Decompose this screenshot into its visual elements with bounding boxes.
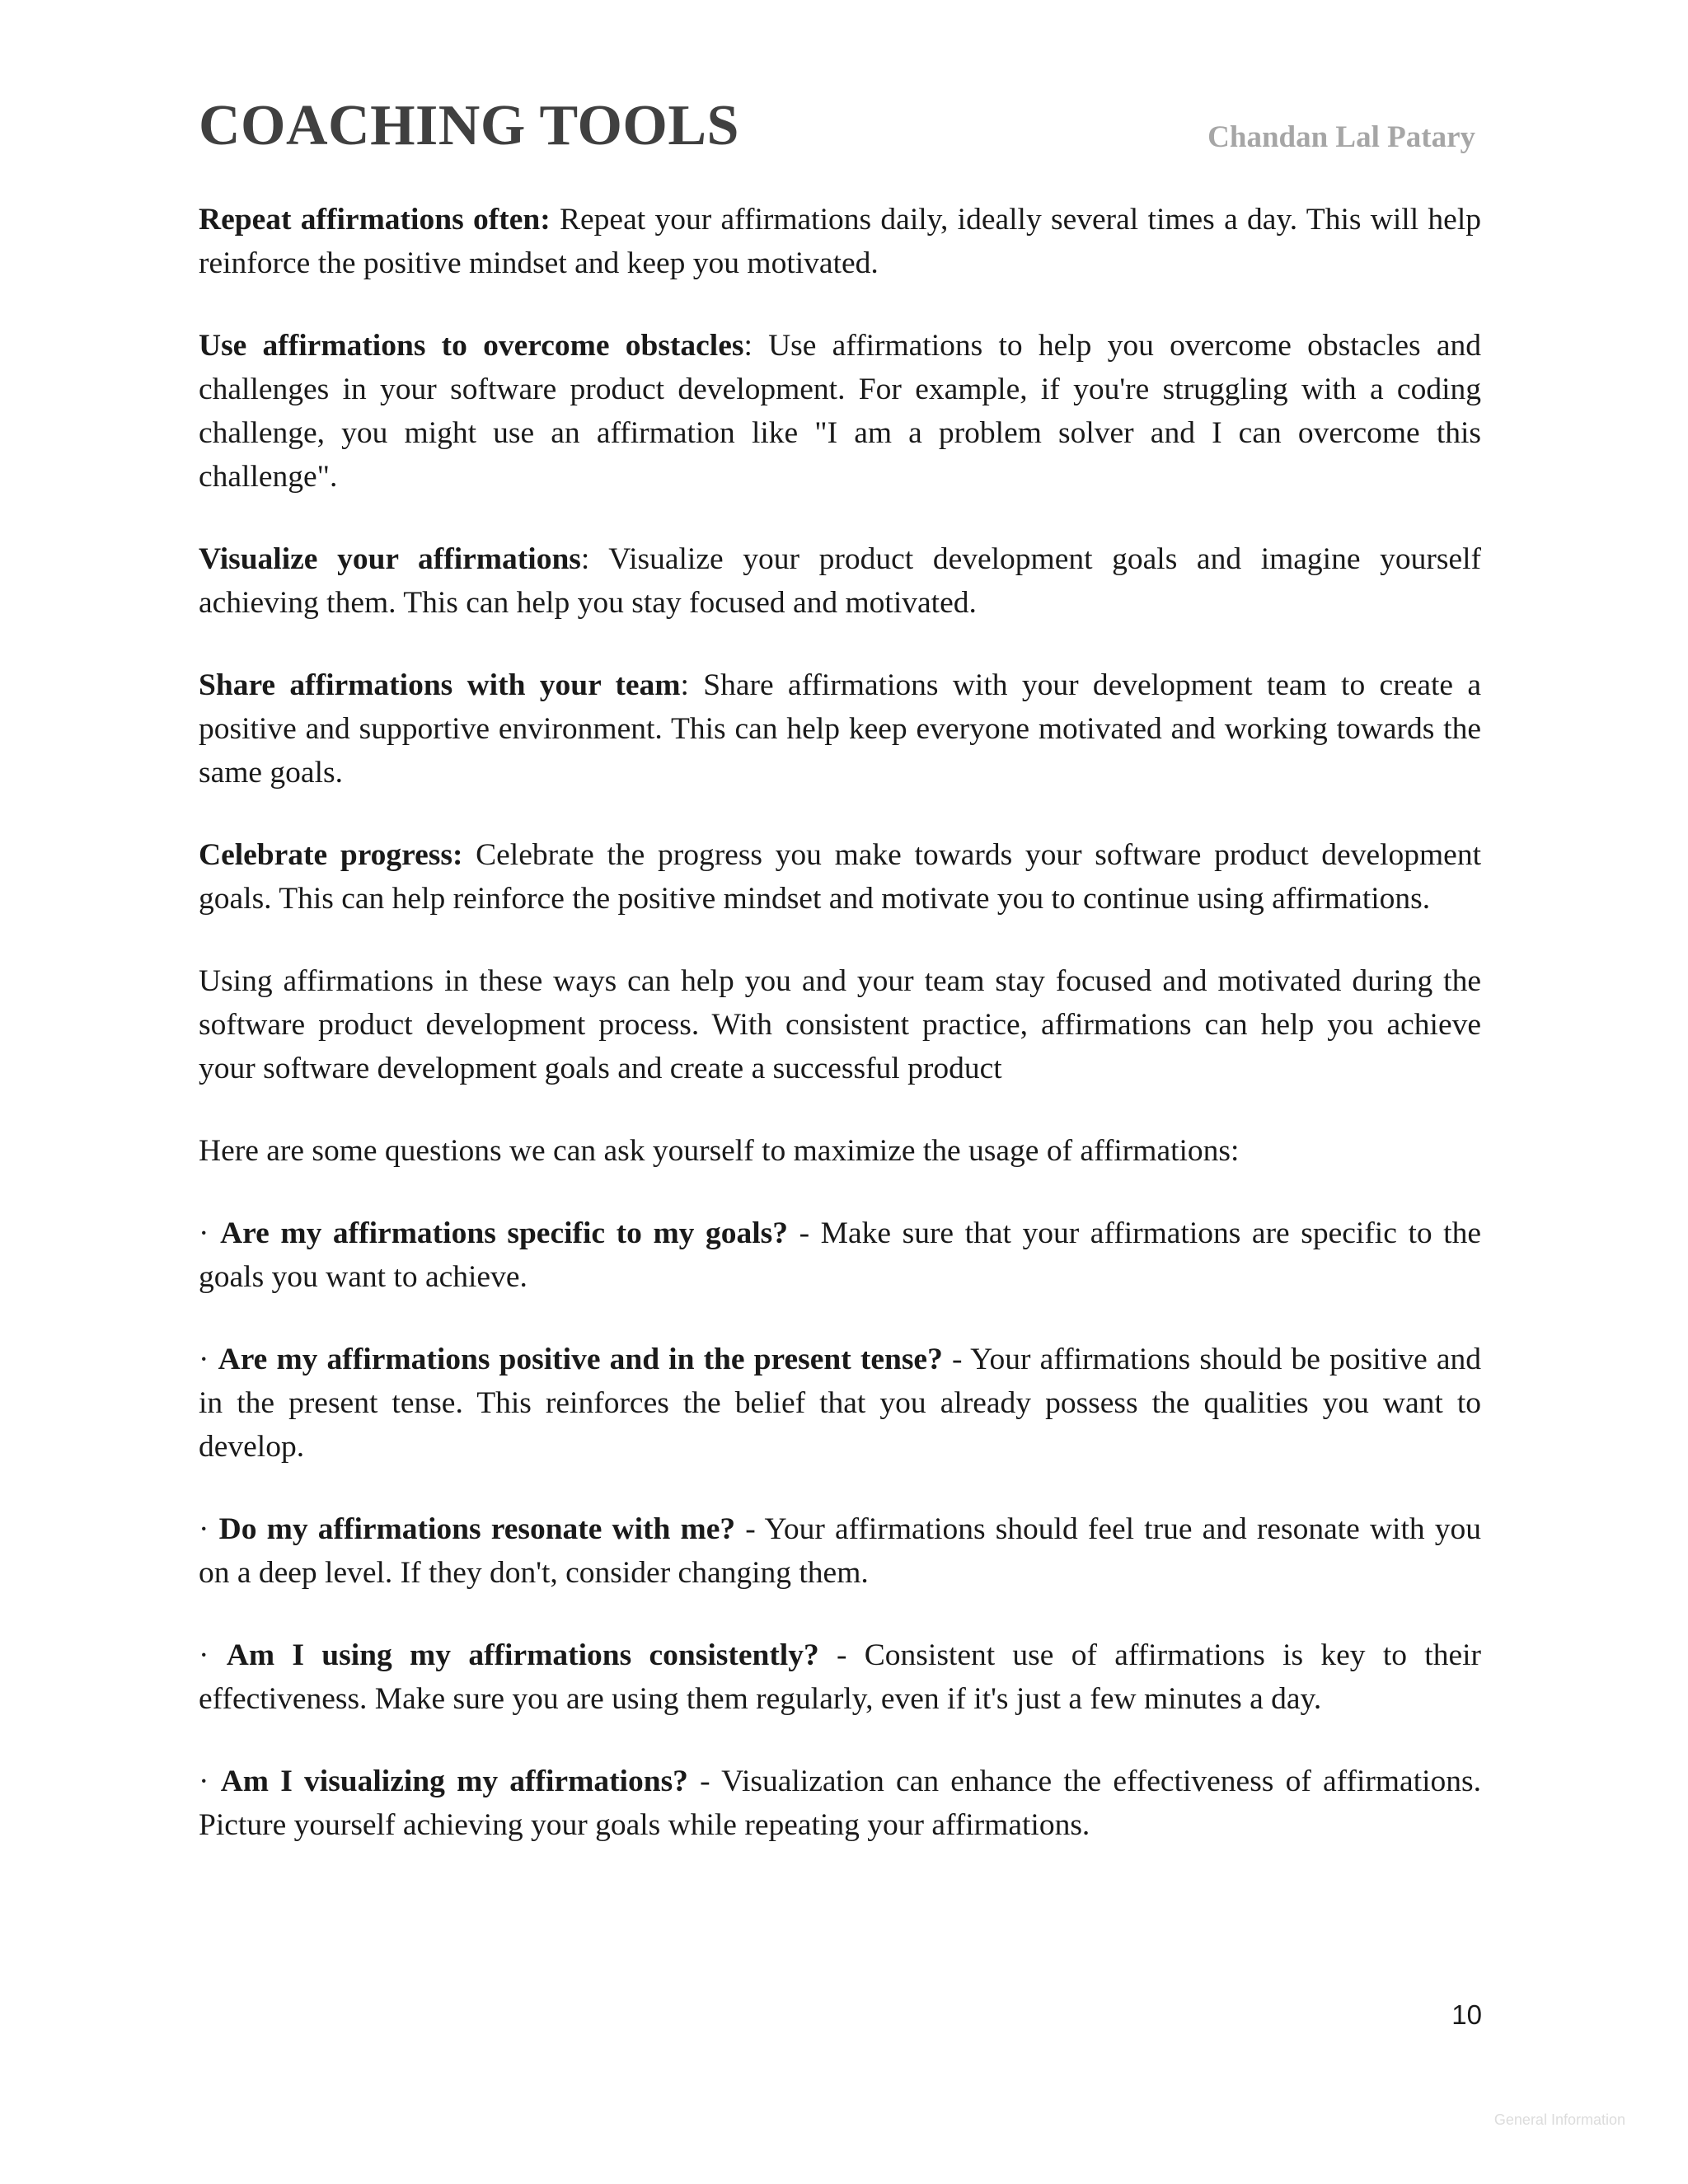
paragraph-lead: Use affirmations to overcome obstacles [199,329,744,363]
paragraph-questions-intro [199,1129,1481,1173]
question-item [199,1212,1481,1299]
author-name: Chandan Lal Patary [1207,120,1475,154]
document-body [199,198,1481,1886]
question-item [199,1507,1481,1595]
question-text: - Your affirmations should feel true and resonate with you on a deep level. If they don't, consider changing them. [199,1512,1481,1590]
question-lead: Do my affirmations resonate with me? [218,1512,736,1546]
paragraph-celebrate-progress [199,833,1481,921]
paragraph-text: : Share affirmations with your development team to create a positive and supportive environment. This can help keep everyone motivated and working towards the same goals. [199,668,1481,790]
question-lead: Am I visualizing my affirmations? [220,1765,688,1798]
bullet: · [199,1765,209,1798]
page-title: COACHING TOOLS [199,94,739,157]
question-text: - Make sure that your affirmations are specific to the goals you want to achieve. [199,1216,1481,1294]
question-item [199,1633,1481,1721]
paragraph-summary [199,959,1481,1090]
paragraph-lead: Share affirmations with your team [199,668,681,702]
paragraph-repeat-affirmations [199,198,1481,285]
bullet: · [199,1638,209,1672]
paragraph-visualize-affirmations [199,537,1481,625]
bullet: · [199,1512,209,1546]
paragraph-text: : Use affirmations to help you overcome obstacles and challenges in your software product development. For example, if you're struggling with a coding challenge, you might use an affirmation like "I am a problem solver and I can overcome this challenge". [199,329,1481,494]
paragraph-text: Here are some questions we can ask yourself to maximize the usage of affirmations: [199,1134,1240,1168]
question-text: - Your affirmations should be positive and in the present tense. This reinforces the belief that you already possess the qualities you want to develop. [199,1343,1481,1464]
paragraph-text: Repeat your affirmations daily, ideally several times a day. This will help reinforce the positive mindset and keep you motivated. [199,203,1481,280]
bullet: · [199,1216,209,1250]
paragraph-overcome-obstacles [199,324,1481,499]
question-item [199,1760,1481,1847]
question-lead: Am I using my affirmations consistently? [226,1638,819,1672]
paragraph-lead: Visualize your affirmations [199,542,581,576]
question-item [199,1338,1481,1469]
question-lead: Are my affirmations positive and in the present tense? [218,1343,943,1376]
paragraph-text: Using affirmations in these ways can help you and your team stay focused and motivated during the software product development process. With consistent practice, affirmations can help you achieve your software development goals and create a successful product [199,964,1481,1085]
paragraph-text: : Visualize your product development goals and imagine yourself achieving them. This can help you stay focused and motivated. [199,542,1482,620]
bullet: · [199,1343,209,1376]
classification-label: General Information [1493,2111,1625,2128]
paragraph-lead: Celebrate progress: [199,838,463,872]
paragraph-lead: Repeat affirmations often: [199,203,551,237]
question-text: - Visualization can enhance the effectiveness of affirmations. Picture yourself achieving your goals while repeating your affirmations. [199,1765,1481,1842]
paragraph-text: Celebrate the progress you make towards your software product development goals. This can help reinforce the positive mindset and motivate you to continue using affirmations. [199,838,1481,916]
page-number: 10 [1451,1999,1482,2030]
question-text: - Consistent use of affirmations is key to their effectiveness. Make sure you are using them regularly, even if it's just a few minutes a day. [199,1638,1482,1716]
paragraph-share-affirmations [199,663,1481,794]
question-lead: Are my affirmations specific to my goals? [220,1216,789,1250]
